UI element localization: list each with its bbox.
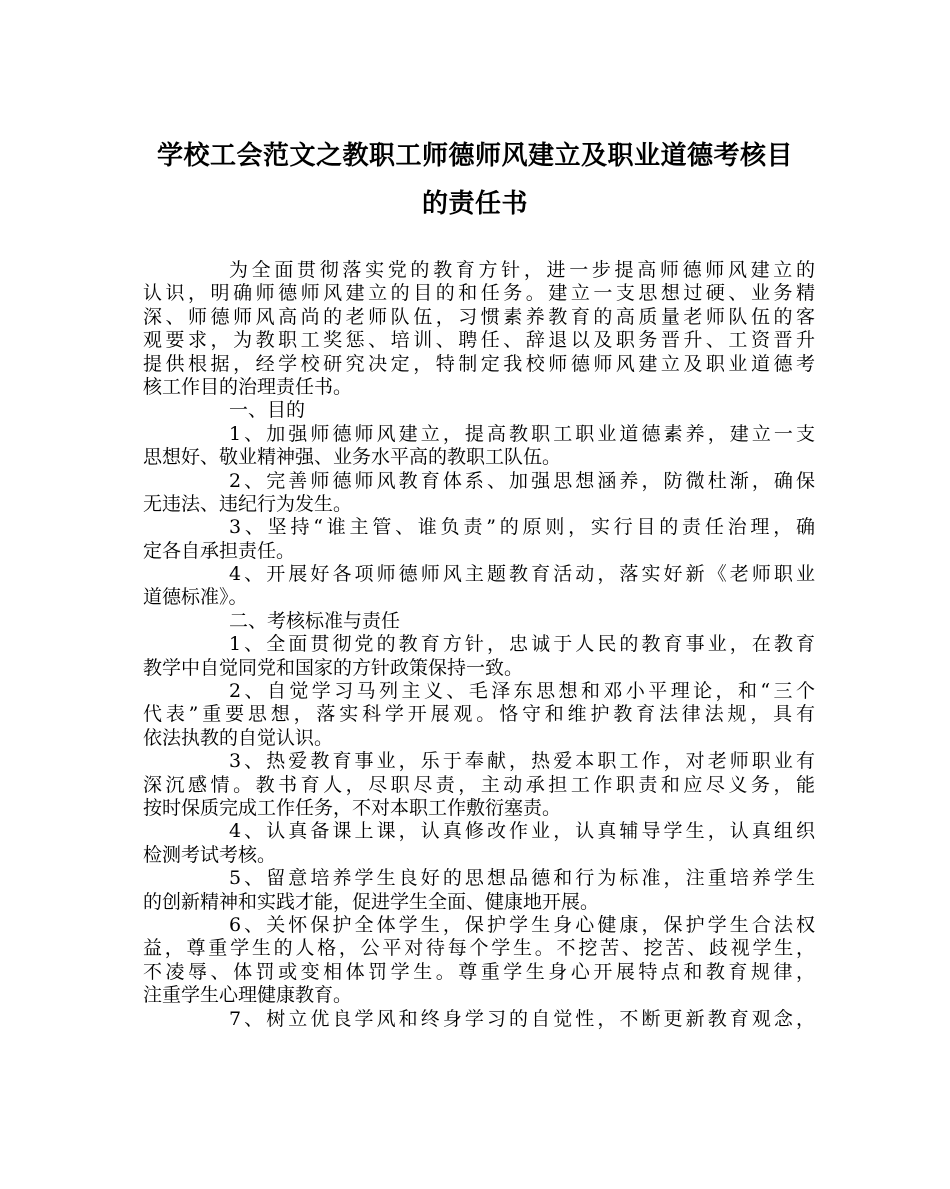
body-line: 认识，明确师德师风建立的目的和任务。建立一支思想过硬、业务精 — [143, 282, 815, 305]
title-line-1: 学校工会范文之教职工师德师风建立及职业道德考核目 — [156, 141, 793, 171]
body-line: 1、全面贯彻党的教育方针，忠诚于人民的教育事业，在教育 — [229, 633, 815, 656]
body-line: 1、加强师德师风建立，提高教职工职业道德素养，建立一支 — [229, 422, 815, 445]
body-line: 道德标准》。 — [143, 586, 248, 609]
body-line: 深沉感情。教书育人，尽职尽责，主动承担工作职责和应尽义务，能 — [143, 773, 815, 796]
body-line: 提供根据，经学校研究决定，特制定我校师德师风建立及职业道德考 — [143, 352, 815, 375]
body-line: 检测考试考核。 — [143, 843, 277, 866]
body-line: 5、留意培养学生良好的思想品德和行为标准，注重培养学生 — [229, 867, 815, 890]
body-line: 深、师德师风高尚的老师队伍，习惯素养教育的高质量老师队伍的客 — [143, 305, 815, 328]
body-line: 4、开展好各项师德师风主题教育活动，落实好新《老师职业 — [229, 563, 815, 586]
document-body — [143, 259, 815, 1031]
body-line: 定各自承担责任。 — [143, 539, 296, 562]
body-line: 的创新精神和实践才能，促进学生全面、健康地开展。 — [143, 890, 600, 913]
body-line: 二、考核标准与责任 — [229, 609, 401, 632]
body-line: 一、目的 — [229, 399, 306, 422]
body-line: 按时保质完成工作任务，不对本职工作敷衍塞责。 — [143, 796, 562, 819]
body-line: 核工作目的治理责任书。 — [143, 375, 353, 398]
body-line: 代表”重要思想，落实科学开展观。恪守和维护教育法律法规，具有 — [143, 703, 815, 726]
document-title — [130, 132, 820, 228]
body-line: 无违法、违纪行为发生。 — [143, 492, 353, 515]
body-line: 6、关怀保护全体学生，保护学生身心健康，保护学生合法权 — [229, 913, 815, 936]
body-line: 7、树立优良学风和终身学习的自觉性，不断更新教育观念， — [229, 1007, 815, 1030]
body-line: 益，尊重学生的人格，公平对待每个学生。不挖苦、挖苦、歧视学生， — [143, 937, 815, 960]
body-line: 教学中自觉同党和国家的方针政策保持一致。 — [143, 656, 524, 679]
body-line: 4、认真备课上课，认真修改作业，认真辅导学生，认真组织 — [229, 820, 815, 843]
body-line: 2、自觉学习马列主义、毛泽东思想和邓小平理论，和“三个 — [229, 680, 815, 703]
body-line: 不凌辱、体罚或变相体罚学生。尊重学生身心开展特点和教育规律， — [143, 960, 815, 983]
body-line: 思想好、敬业精神强、业务水平高的教职工队伍。 — [143, 446, 562, 469]
body-line: 2、完善师德师风教育体系、加强思想涵养，防微杜渐，确保 — [229, 469, 815, 492]
body-line: 为全面贯彻落实党的教育方针，进一步提高师德师风建立的 — [229, 259, 815, 281]
body-line: 依法执教的自觉认识。 — [143, 726, 334, 749]
body-line: 注重学生心理健康教育。 — [143, 984, 353, 1007]
body-line: 3、坚持“谁主管、谁负责”的原则，实行目的责任治理，确 — [229, 516, 815, 539]
body-line: 观要求，为教职工奖惩、培训、聘任、辞退以及职务晋升、工资晋升 — [143, 329, 815, 352]
title-line-2: 的责任书 — [421, 189, 528, 219]
body-line: 3、热爱教育事业，乐于奉献，热爱本职工作，对老师职业有 — [229, 750, 815, 773]
